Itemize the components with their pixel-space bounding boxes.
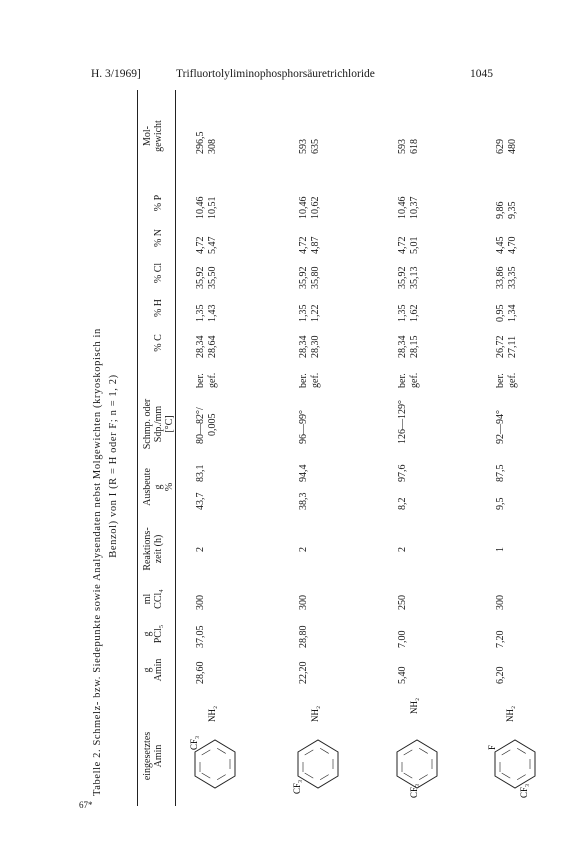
- cell-ber-molgewicht: 593: [298, 139, 309, 154]
- cell-ber-molgewicht: 593: [397, 139, 408, 154]
- cell-ber-c: 28,34: [397, 335, 408, 358]
- cell-g-amin: 6,20: [495, 666, 506, 684]
- cell-ber-c: 26,72: [495, 335, 506, 358]
- substituent-label: CF₃: [519, 783, 529, 798]
- cell-ber-p: 9,86: [495, 201, 506, 219]
- cell-ber-h: 0,95: [495, 304, 506, 322]
- substituent-bond: [194, 758, 215, 764]
- col-header-molgewicht: Mol- gewicht: [142, 120, 164, 152]
- cell-ml-ccl4: 300: [195, 595, 206, 610]
- cell-gef-c: 27,11: [507, 335, 518, 358]
- amine-cell: [485, 696, 550, 806]
- cell-gef-p: 9,35: [507, 201, 518, 219]
- cell-gef-n: 4,70: [507, 236, 518, 254]
- cell-schmp: 96—99°: [298, 410, 309, 444]
- substituent-bond: [414, 722, 417, 764]
- cell-ber-n: 4,72: [195, 236, 206, 254]
- cell-g-pcl5: 7,00: [397, 630, 408, 648]
- cell-gef-molgewicht: 635: [310, 139, 321, 154]
- cell-ber-n: 4,72: [298, 236, 309, 254]
- amine-structure: [185, 696, 245, 806]
- col-header-ml-ccl4: ml CCl₄: [142, 589, 164, 609]
- cell-gef-molgewicht: 618: [409, 139, 420, 154]
- cell-ber-n: 4,45: [495, 236, 506, 254]
- cell-gef-n: 4,87: [310, 236, 321, 254]
- rotated-table: [90, 90, 545, 806]
- cell-ber-cl: 35,92: [195, 266, 206, 289]
- substituent-label: F: [487, 744, 497, 750]
- substituent-bond: [510, 730, 515, 764]
- substituent-label: CF₃: [292, 779, 302, 794]
- cell-g-pcl5: 7,20: [495, 630, 506, 648]
- substituent-bond: [297, 764, 318, 780]
- cell-ber-label: ber.: [195, 373, 206, 388]
- cell-gef-cl: 35,13: [409, 266, 420, 289]
- cell-gef-molgewicht: 308: [207, 139, 218, 154]
- amine-cell: [288, 696, 353, 806]
- col-header-cl: % Cl: [153, 262, 164, 284]
- substituent-label: NH₂: [310, 705, 320, 722]
- amine-cell: [185, 696, 250, 806]
- cell-schmp: 126—129°: [397, 400, 408, 444]
- cell-gef-label: gef.: [207, 372, 218, 388]
- cell-g-amin: 22,20: [298, 661, 309, 684]
- cell-gef-h: 1,34: [507, 304, 518, 322]
- cell-gef-c: 28,30: [310, 335, 321, 358]
- cell-ber-c: 28,34: [195, 335, 206, 358]
- cell-ber-cl: 35,92: [298, 266, 309, 289]
- col-header-h: % H: [153, 298, 164, 318]
- amine-structure: [288, 696, 348, 806]
- cell-gef-label: gef.: [310, 372, 321, 388]
- cell-ml-ccl4: 250: [397, 595, 408, 610]
- amine-structure: [485, 696, 545, 806]
- rule-top: [137, 90, 138, 806]
- cell-gef-cl: 33,35: [507, 266, 518, 289]
- cell-ber-cl: 33,86: [495, 266, 506, 289]
- cell-gef-label: gef.: [507, 372, 518, 388]
- cell-gef-h: 1,62: [409, 304, 420, 322]
- caption-line-1: Tabelle 2. Schmelz- bzw. Siedepunkte sowie Analysendaten nebst Molgewichten (kryoskopisch in: [92, 328, 103, 796]
- col-header-g-amin: g Amin: [142, 658, 164, 682]
- cell-gef-n: 5,01: [409, 236, 420, 254]
- substituent-bond: [414, 764, 417, 784]
- cell-schmp: 92—94°: [495, 410, 506, 444]
- cell-ber-molgewicht: 296,5: [195, 131, 206, 154]
- cell-ber-label: ber.: [298, 373, 309, 388]
- cell-ber-molgewicht: 629: [495, 139, 506, 154]
- substituent-label: NH₂: [207, 705, 217, 722]
- col-header-n: % N: [153, 228, 164, 248]
- page-number: 1045: [470, 68, 493, 80]
- cell-ausbeute-g: 8,2: [397, 497, 408, 510]
- col-header-g-pcl5: g PCl₅: [142, 624, 164, 644]
- cell-gef-label: gef.: [409, 372, 420, 388]
- cell-ber-label: ber.: [397, 373, 408, 388]
- cell-schmp: 80—82°/: [195, 407, 206, 444]
- rule-header: [175, 90, 176, 806]
- cell-gef-c: 28,64: [207, 335, 218, 358]
- cell-ber-p: 10,46: [298, 196, 309, 219]
- caption-line-2: Benzol) von I (R = H oder F; n = 1, 2): [108, 374, 119, 558]
- cell-gef-p: 10,37: [409, 196, 420, 219]
- cell-ber-n: 4,72: [397, 236, 408, 254]
- cell-ausbeute-g: 9,5: [495, 497, 506, 510]
- cell-reaktionszeit: 2: [298, 547, 309, 552]
- cell-ber-h: 1,35: [195, 304, 206, 322]
- cell-gef-c: 28,15: [409, 335, 420, 358]
- running-head-left: H. 3/1969]: [91, 68, 141, 80]
- substituent-label: NH₂: [505, 705, 515, 722]
- cell-ber-c: 28,34: [298, 335, 309, 358]
- col-header-amin: eingesetztes Amin: [142, 731, 164, 781]
- substituent-bond: [315, 730, 318, 764]
- cell-g-pcl5: 28,80: [298, 625, 309, 648]
- cell-ber-cl: 35,92: [397, 266, 408, 289]
- cell-g-amin: 28,60: [195, 661, 206, 684]
- cell-gef-h: 1,22: [310, 304, 321, 322]
- col-header-p: % P: [153, 194, 164, 212]
- cell-g-pcl5: 37,05: [195, 625, 206, 648]
- cell-ber-h: 1,35: [298, 304, 309, 322]
- col-header-schmp: Schmp. oder Sdp./mm [°C]: [142, 398, 175, 450]
- cell-gef-h: 1,43: [207, 304, 218, 322]
- substituent-label: NH₂: [409, 697, 419, 714]
- cell-ausbeute-pct: 87,5: [495, 464, 506, 482]
- substituent-bond: [515, 764, 524, 784]
- cell-schmp-pressure: 0,005: [207, 413, 218, 436]
- col-header-c: % C: [153, 334, 164, 352]
- substituent-label: CF₃: [409, 783, 419, 798]
- footer-mark: 67*: [79, 800, 93, 810]
- cell-reaktionszeit: 2: [397, 547, 408, 552]
- cell-ber-label: ber.: [495, 373, 506, 388]
- cell-reaktionszeit: 2: [195, 547, 206, 552]
- cell-ber-p: 10,46: [397, 196, 408, 219]
- cell-g-amin: 5,40: [397, 666, 408, 684]
- cell-ausbeute-g: 43,7: [195, 492, 206, 510]
- cell-ber-h: 1,35: [397, 304, 408, 322]
- cell-ausbeute-g: 38,3: [298, 492, 309, 510]
- cell-ausbeute-pct: 83,1: [195, 464, 206, 482]
- cell-gef-p: 10,62: [310, 196, 321, 219]
- cell-ber-p: 10,46: [195, 196, 206, 219]
- cell-gef-p: 10,51: [207, 196, 218, 219]
- substituent-bond: [212, 730, 215, 764]
- running-head-title: Trifluortolyliminophosphorsäuretrichloride: [176, 68, 375, 80]
- cell-gef-n: 5,47: [207, 236, 218, 254]
- cell-gef-cl: 35,80: [310, 266, 321, 289]
- substituent-label: CF₃: [189, 735, 199, 750]
- table-caption: [90, 136, 122, 796]
- cell-reaktionszeit: 1: [495, 547, 506, 552]
- amine-structure: [387, 696, 447, 806]
- cell-gef-molgewicht: 480: [507, 139, 518, 154]
- col-header-reaktionszeit: Reaktions- zeit (h): [142, 527, 164, 571]
- cell-gef-cl: 35,50: [207, 266, 218, 289]
- cell-ausbeute-pct: 97,6: [397, 464, 408, 482]
- cell-ml-ccl4: 300: [298, 595, 309, 610]
- cell-ml-ccl4: 300: [495, 595, 506, 610]
- cell-ausbeute-pct: 94,4: [298, 464, 309, 482]
- col-header-ausbeute: Ausbeute g %: [142, 468, 175, 506]
- amine-cell: [387, 696, 452, 806]
